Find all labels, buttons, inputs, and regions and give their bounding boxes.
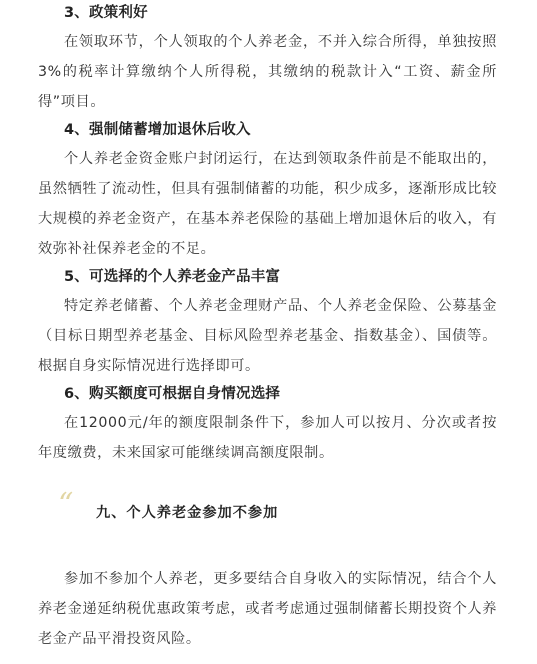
paragraph-product-choice: 特定养老储蓄、个人养老金理财产品、个人养老金保险、公募基金（目标日期型养老基金、目标风险型养老基金、指数基金）、国债等。根据自身实际情况进行选择即可。 <box>38 298 497 374</box>
paragraph-purchase-limit: 在12000元/年的额度限制条件下，参加人可以按月、分次或者按年度缴费，未来国家可能继续调高额度限制。 <box>38 415 497 461</box>
heading-policy-benefit: 3、政策利好 <box>64 5 148 21</box>
section-nine-title: 九、个人养老金参加不参加 <box>96 505 279 521</box>
heading-forced-savings: 4、强制储蓄增加退休后收入 <box>64 122 251 138</box>
paragraph-section-nine: 参加不参加个人养老，更多要结合自身收入的实际情况，结合个人养老金递延纳税优惠政策考虑，或者考虑通过强制储蓄长期投资个人养老金产品平滑投资风险。 <box>38 571 497 647</box>
paragraph-policy-benefit: 在领取环节，个人领取的个人养老金，不并入综合所得，单独按照3%的税率计算缴纳个人所得税，其缴纳的税款计入“工资、薪金所得”项目。 <box>38 34 497 110</box>
quote-mark-icon: “ <box>58 487 72 522</box>
section-nine-header <box>38 487 497 550</box>
heading-purchase-limit: 6、购买额度可根据自身情况选择 <box>64 386 281 402</box>
paragraph-forced-savings: 个人养老金资金账户封闭运行，在达到领取条件前是不能取出的，虽然牺牲了流动性，但具有强制储蓄的功能，积少成多，逐渐形成比较大规模的养老金资产，在基本养老保险的基础上增加退休后的收入，有效弥补社保养老金的不足。 <box>38 151 497 257</box>
heading-product-choice: 5、可选择的个人养老金产品丰富 <box>64 269 281 285</box>
